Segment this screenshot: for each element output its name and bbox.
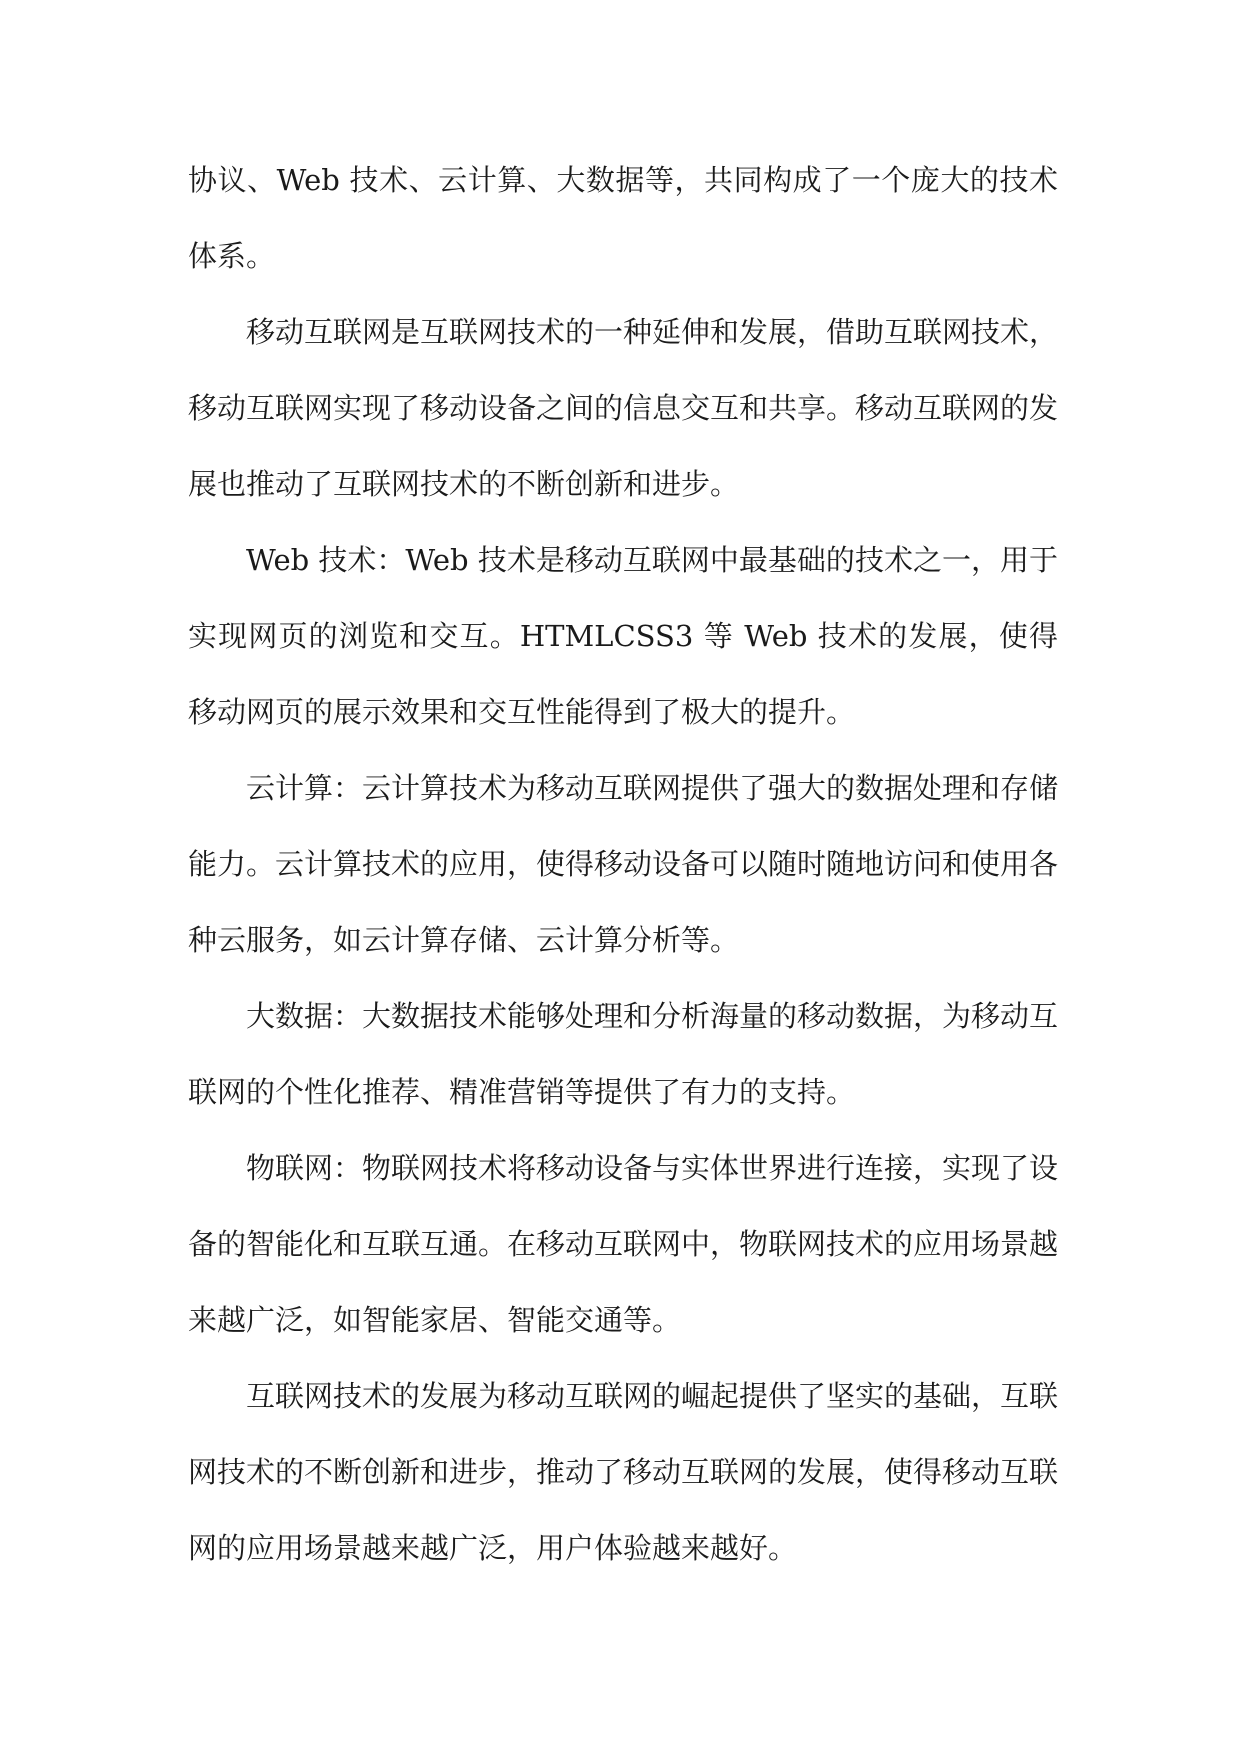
paragraph-mobile-extension: 移动互联网是互联网技术的一种延伸和发展，借助互联网技术，移动互联网实现了移动设备之间的信息交互和共享。移动互联网的发展也推动了互联网技术的不断创新和进步。 [188,315,1059,501]
paragraph-summary: 互联网技术的发展为移动互联网的崛起提供了坚实的基础，互联网技术的不断创新和进步，推动了移动互联网的发展，使得移动互联网的应用场景越来越广泛，用户体验越来越好。 [188,1379,1059,1565]
document-body [188,142,1058,1586]
paragraph-cloud-computing: 云计算：云计算技术为移动互联网提供了强大的数据处理和存储能力。云计算技术的应用，使得移动设备可以随时随地访问和使用各种云服务，如云计算存储、云计算分析等。 [188,771,1059,957]
paragraph-continuation: 协议、Web 技术、云计算、大数据等，共同构成了一个庞大的技术体系。 [188,163,1058,273]
paragraph-big-data: 大数据：大数据技术能够处理和分析海量的移动数据，为移动互联网的个性化推荐、精准营销等提供了有力的支持。 [188,999,1059,1109]
paragraph-web-technology: Web 技术：Web 技术是移动互联网中最基础的技术之一，用于实现网页的浏览和交互。HTMLCSS3 等 Web 技术的发展，使得移动网页的展示效果和交互性能得到了极大的提升。 [188,543,1058,729]
paragraph-iot: 物联网：物联网技术将移动设备与实体世界进行连接，实现了设备的智能化和互联互通。在移动互联网中，物联网技术的应用场景越来越广泛，如智能家居、智能交通等。 [188,1151,1059,1337]
